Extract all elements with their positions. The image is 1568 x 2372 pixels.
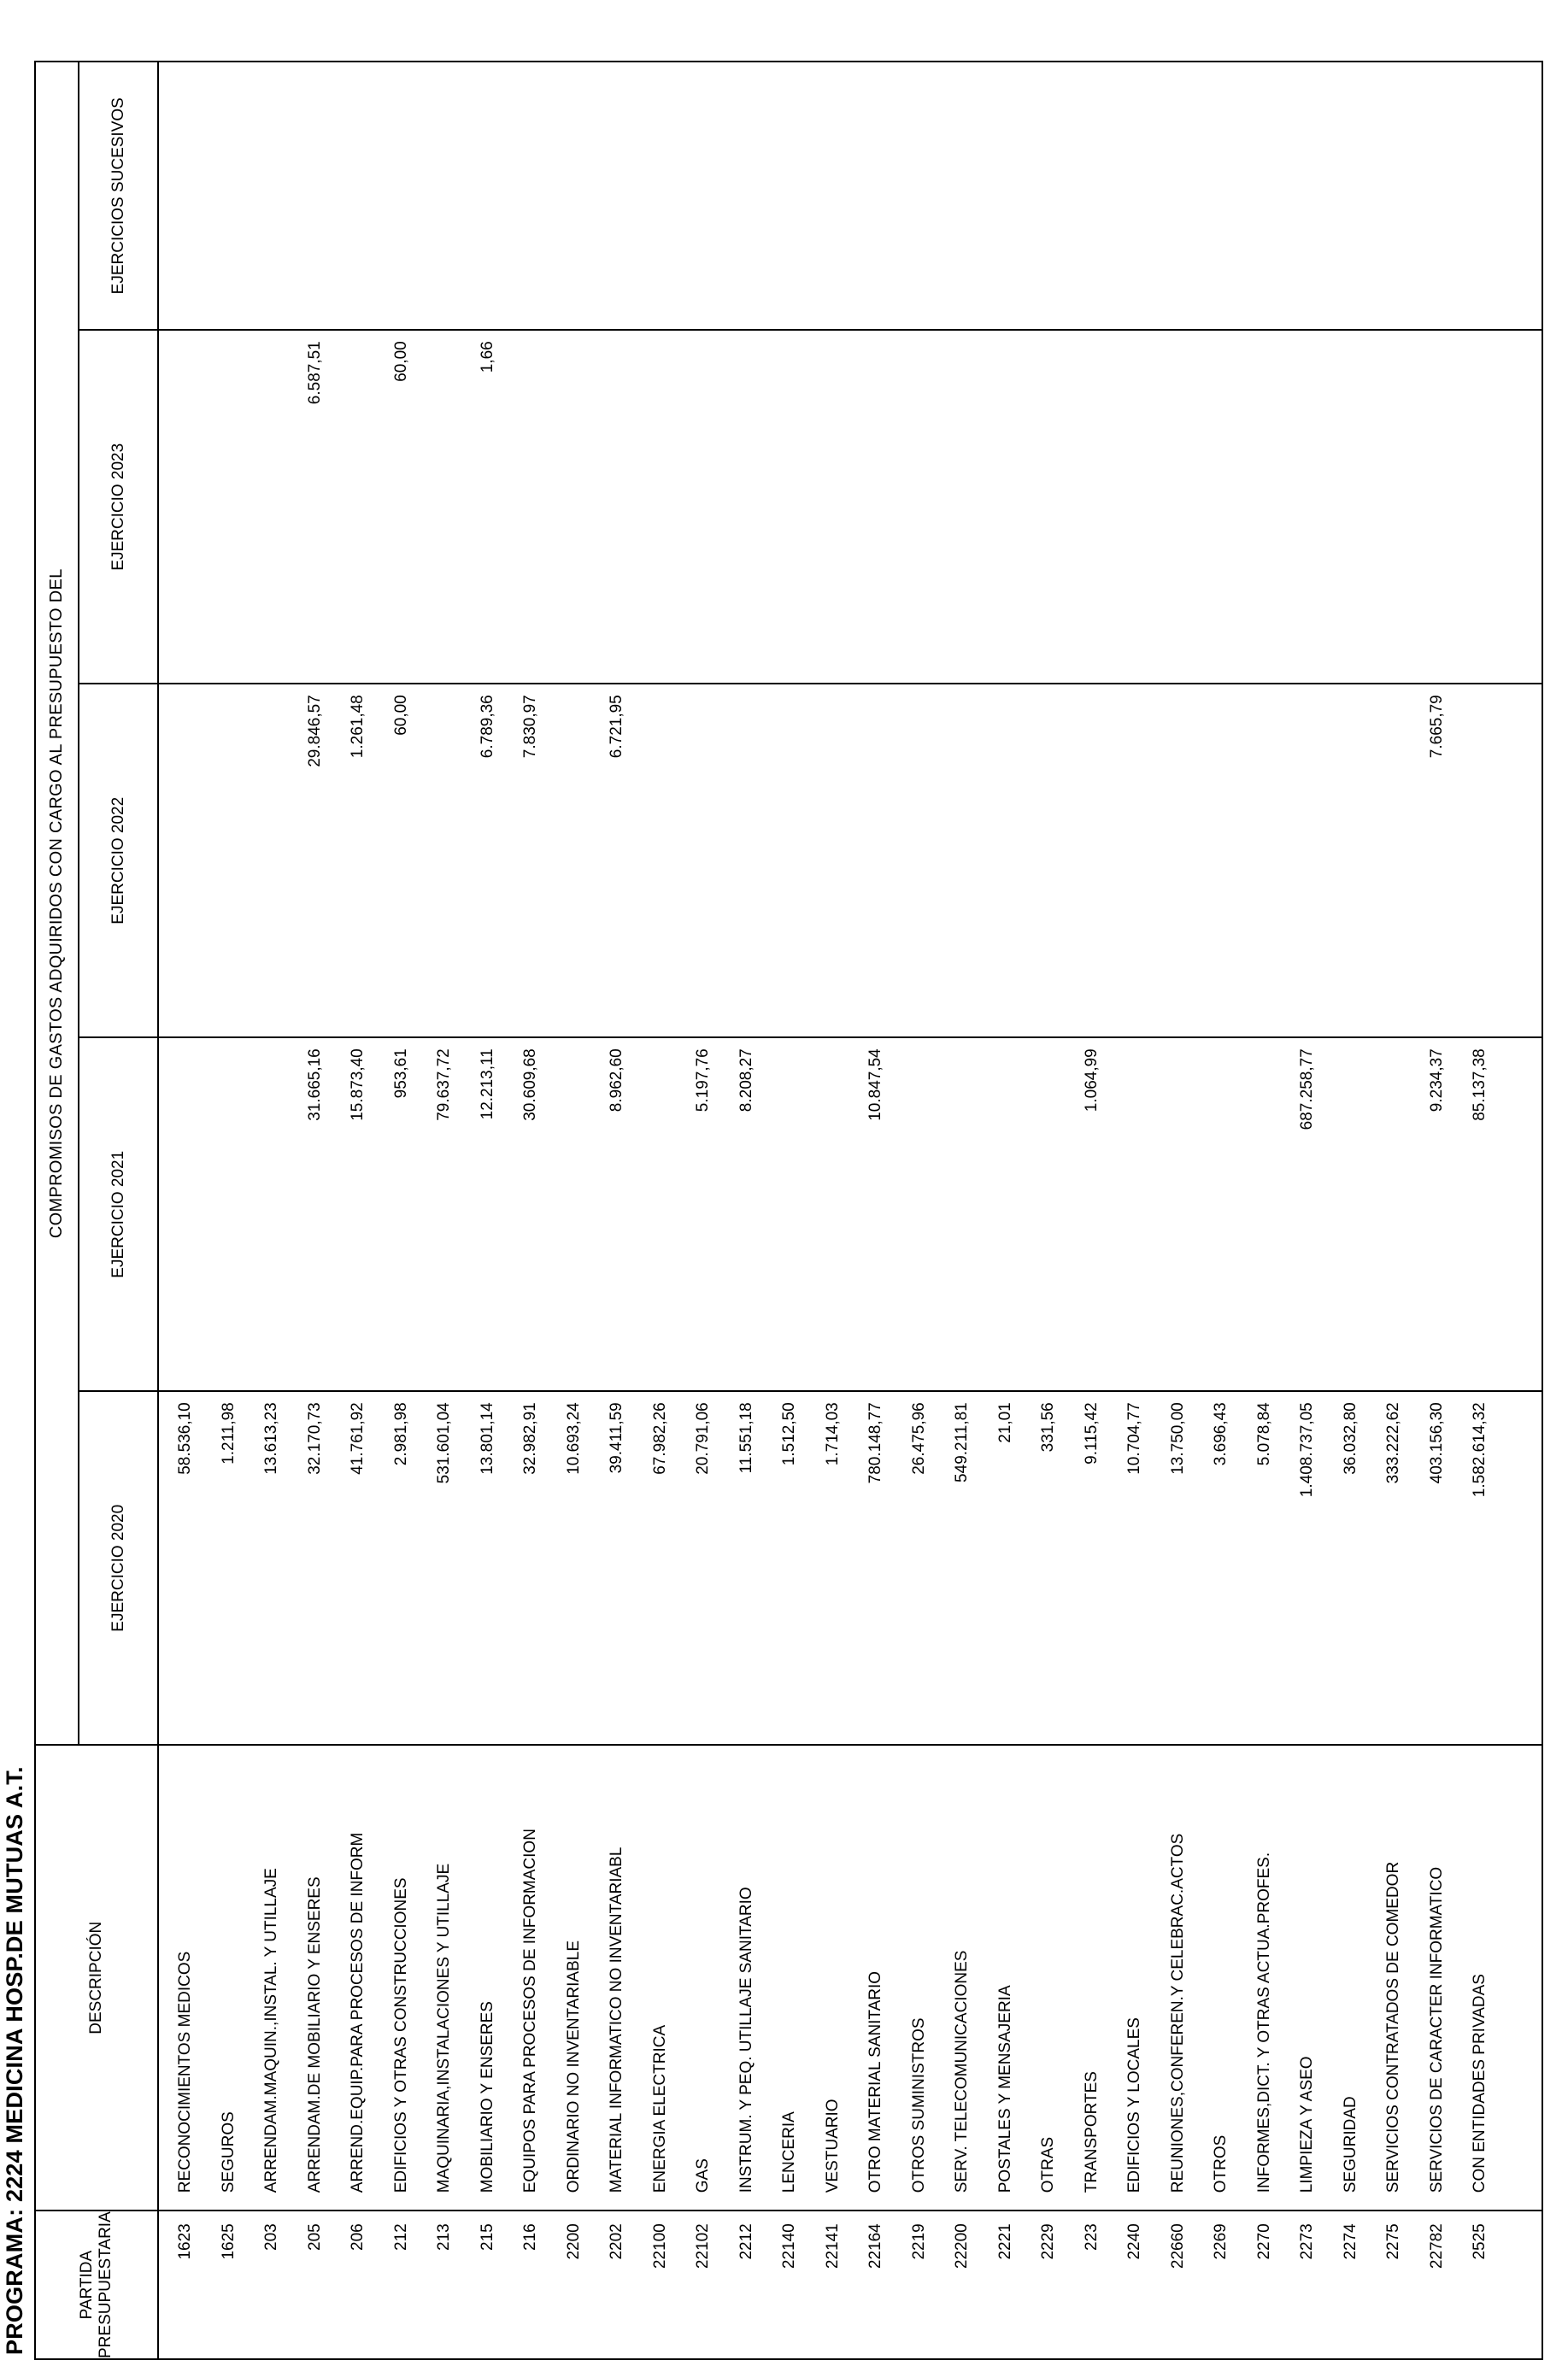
ejercicio-2022-cell <box>812 684 855 1036</box>
ejercicio-2023-cell <box>596 331 639 683</box>
ejercicios-sucesivos-cell <box>553 62 596 329</box>
ejercicio-2021-cell <box>768 1038 812 1390</box>
descripciones-cell: ORDINARIO NO INVENTARIABLE <box>564 1940 583 2193</box>
ejercicio-2022-cell: 6.721,95 <box>608 695 625 759</box>
ejercicio-2020-cell: 403.156,30 <box>1427 1402 1446 1484</box>
ejercicio-2021-cell: 1.064,99 <box>1082 1048 1101 1113</box>
partidas-cell: 203 <box>262 2223 280 2251</box>
partidas-cell: 22140 <box>780 2223 798 2269</box>
ejercicio-2022-cell <box>898 684 942 1036</box>
descripciones-cell: SERVICIOS CONTRATADOS DE COMEDOR <box>1384 1861 1402 2193</box>
descripciones-cell: INSTRUM. Y PEQ. UTILLAJE SANITARIO <box>737 1887 755 2193</box>
ejercicio-2021-cell <box>164 1038 208 1390</box>
ejercicio-2021-cell <box>250 1038 294 1390</box>
partidas-cell: 22100 <box>650 2223 669 2269</box>
ejercicios-sucesivos-cell <box>1071 62 1114 329</box>
ejercicio-2022-cell <box>1200 684 1243 1036</box>
ejercicio-2023-cell <box>1330 331 1373 683</box>
descripciones-cell: SEGUROS <box>219 2111 238 2193</box>
descripciones-cell: EDIFICIOS Y OTRAS CONSTRUCCIONES <box>391 1877 410 2193</box>
descripciones-cell: EQUIPOS PARA PROCESOS DE INFORMACION <box>521 1829 539 2193</box>
ejercicio-2020-cell: 67.982,26 <box>650 1402 669 1475</box>
ejercicio-2023-cell <box>1459 331 1502 683</box>
ejercicio-2021-cell: 10.847,54 <box>866 1048 884 1121</box>
header-descripcion: DESCRIPCIÓN <box>35 1745 158 2211</box>
ejercicio-2021-cell <box>1243 1038 1287 1390</box>
ejercicio-2021-cell: 12.213,11 <box>478 1048 496 1120</box>
ejercicio-2022-cell <box>423 684 467 1036</box>
ejercicio-2022-cell <box>682 684 725 1036</box>
descripciones-cell: OTROS SUMINISTROS <box>909 2017 928 2193</box>
ejercicio-2022-cell: 6.789,36 <box>478 695 496 759</box>
ejercicios-sucesivos-cell <box>596 62 639 329</box>
ejercicios-sucesivos-cell <box>294 62 338 329</box>
ejercicio-2022-cell <box>208 684 251 1036</box>
partidas-cell: 2275 <box>1384 2223 1402 2260</box>
ejercicios-sucesivos-cell <box>1372 62 1416 329</box>
ejercicio-2021-cell <box>208 1038 251 1390</box>
ejercicio-2020-cell: 333.222,62 <box>1384 1402 1402 1484</box>
ejercicio-2023-cell <box>768 331 812 683</box>
ejercicios-sucesivos-cell <box>164 62 208 329</box>
ejercicios-sucesivos-cell <box>1113 62 1157 329</box>
descripciones-cell: ARRENDAM.MAQUIN.,INSTAL. Y UTILLAJE <box>262 1868 280 2193</box>
ejercicios-sucesivos-cell <box>509 62 553 329</box>
ejercicio-2022-cell <box>639 684 683 1036</box>
program-title: PROGRAMA: 2224 MEDICINA HOSP.DE MUTUAS A.T. <box>2 1766 27 2355</box>
ejercicio-2020-cell: 20.791,06 <box>694 1402 712 1475</box>
ejercicio-2023-cell <box>984 331 1028 683</box>
column-partida <box>158 2211 1542 2359</box>
ejercicio-2021-cell: 8.208,27 <box>737 1048 755 1113</box>
column-descripcion <box>158 1745 1542 2211</box>
header-ejercicio-2022: EJERCICIO 2022 <box>79 684 158 1037</box>
partidas-cell: 2525 <box>1471 2223 1489 2260</box>
descripciones-cell: REUNIONES,CONFEREN.Y CELEBRAC.ACTOS <box>1168 1833 1187 2193</box>
ejercicio-2020-cell: 36.032,80 <box>1341 1402 1360 1475</box>
ejercicio-2020-cell: 331,56 <box>1039 1402 1057 1453</box>
ejercicios-sucesivos-cell <box>467 62 510 329</box>
partidas-cell: 2229 <box>1039 2223 1057 2260</box>
ejercicios-sucesivos-cell <box>1243 62 1287 329</box>
ejercicios-sucesivos-cell <box>1416 62 1459 329</box>
ejercicio-2020-cell: 11.551,18 <box>737 1402 755 1474</box>
descripciones-cell: TRANSPORTES <box>1082 2071 1101 2193</box>
ejercicio-2020-cell: 531.601,04 <box>435 1402 453 1484</box>
ejercicio-2023-cell <box>1243 331 1287 683</box>
ejercicios-sucesivos-cell <box>682 62 725 329</box>
ejercicio-2022-cell <box>1113 684 1157 1036</box>
ejercicio-2022-cell <box>941 684 984 1036</box>
ejercicio-2022-cell: 7.830,97 <box>521 695 539 759</box>
ejercicio-2022-cell <box>1372 684 1416 1036</box>
descripciones-cell: VESTUARIO <box>823 2099 842 2193</box>
descripciones-cell: GAS <box>694 2158 712 2193</box>
ejercicio-2021-cell <box>898 1038 942 1390</box>
ejercicio-2020-cell: 1.211,98 <box>219 1402 238 1465</box>
partidas-cell: 205 <box>305 2223 324 2251</box>
ejercicio-2021-cell: 30.609,68 <box>521 1048 539 1121</box>
partidas-cell: 22200 <box>953 2223 971 2269</box>
column-ejercicio-2020 <box>158 1391 1542 1745</box>
partidas-cell: 213 <box>435 2223 453 2251</box>
partidas-cell: 2270 <box>1254 2223 1273 2260</box>
partidas-cell: 206 <box>349 2223 367 2251</box>
ejercicio-2023-cell <box>208 331 251 683</box>
ejercicio-2020-cell: 1.408.737,05 <box>1298 1402 1316 1498</box>
ejercicio-2023-cell <box>164 331 208 683</box>
ejercicio-2020-cell: 1.714,03 <box>823 1402 842 1466</box>
partidas-cell: 215 <box>478 2223 496 2251</box>
descripciones-cell: MATERIAL INFORMATICO NO INVENTARIABL <box>608 1847 625 2193</box>
ejercicio-2021-cell <box>984 1038 1028 1390</box>
descripciones-cell: OTRO MATERIAL SANITARIO <box>866 1970 884 2193</box>
descripciones-cell: MAQUINARIA,INSTALACIONES Y UTILLAJE <box>435 1863 453 2193</box>
ejercicio-2023-cell <box>1113 331 1157 683</box>
partidas-cell: 1625 <box>219 2223 238 2260</box>
ejercicio-2021-cell <box>1200 1038 1243 1390</box>
ejercicio-2020-cell: 1.582.614,32 <box>1471 1402 1489 1498</box>
ejercicio-2022-cell: 29.846,57 <box>305 695 324 767</box>
ejercicio-2022-cell <box>725 684 769 1036</box>
header-partida: PARTIDA PRESUPUESTARIA <box>35 2211 158 2359</box>
descripciones-cell: SERV. TELECOMUNICACIONES <box>953 1950 971 2193</box>
header-group-compromisos: COMPROMISOS DE GASTOS ADQUIRIDOS CON CARGO AL PRESUPUESTO DEL <box>35 62 79 1745</box>
partidas-cell: 2274 <box>1341 2223 1360 2260</box>
ejercicio-2020-cell: 3.696,43 <box>1212 1402 1230 1466</box>
ejercicio-2022-cell <box>1330 684 1373 1036</box>
header-ejercicios-sucesivos: EJERCICIOS SUCESIVOS <box>79 62 158 330</box>
ejercicio-2022-cell <box>1243 684 1287 1036</box>
ejercicio-2023-cell <box>898 331 942 683</box>
ejercicio-2023-cell <box>941 331 984 683</box>
ejercicio-2023-cell <box>337 331 380 683</box>
ejercicio-2021-cell: 85.137,38 <box>1471 1048 1489 1121</box>
partidas-cell: 2202 <box>608 2223 625 2260</box>
ejercicios-sucesivos-cell <box>812 62 855 329</box>
descripciones-cell: POSTALES Y MENSAJERIA <box>995 1985 1014 2193</box>
ejercicio-2022-cell <box>1286 684 1330 1036</box>
partidas-cell: 1623 <box>176 2223 194 2260</box>
ejercicios-sucesivos-cell <box>1330 62 1373 329</box>
descripciones-cell: ENERGIA ELECTRICA <box>650 2024 669 2193</box>
descripciones-cell: MOBILIARIO Y ENSERES <box>478 2001 496 2193</box>
ejercicio-2020-cell: 41.761,92 <box>349 1402 367 1475</box>
ejercicios-sucesivos-cell <box>337 62 380 329</box>
partidas-cell: 2273 <box>1298 2223 1316 2260</box>
ejercicios-sucesivos-cell <box>208 62 251 329</box>
ejercicios-sucesivos-cell <box>1027 62 1071 329</box>
partidas-cell: 2212 <box>737 2223 755 2260</box>
ejercicio-2020-cell: 39.411,59 <box>608 1402 625 1474</box>
ejercicio-2021-cell <box>1372 1038 1416 1390</box>
ejercicio-2022-cell <box>250 684 294 1036</box>
partidas-cell: 223 <box>1082 2223 1101 2251</box>
ejercicios-sucesivos-cell <box>1459 62 1502 329</box>
ejercicios-sucesivos-cell <box>423 62 467 329</box>
partidas-cell: 2219 <box>909 2223 928 2260</box>
ejercicio-2020-cell: 780.148,77 <box>866 1402 884 1484</box>
ejercicio-2023-cell <box>1200 331 1243 683</box>
ejercicio-2020-cell: 58.536,10 <box>176 1402 194 1475</box>
ejercicio-2021-cell: 31.665,16 <box>305 1048 324 1121</box>
descripciones-cell: ARRENDAM.DE MOBILIARIO Y ENSERES <box>305 1876 324 2193</box>
descripciones-cell: ARREND.EQUIP.PARA PROCESOS DE INFORM <box>349 1832 367 2193</box>
ejercicio-2020-cell: 2.981,98 <box>391 1402 410 1466</box>
ejercicio-2023-cell <box>553 331 596 683</box>
ejercicio-2022-cell: 60,00 <box>391 695 410 736</box>
ejercicios-sucesivos-cell <box>250 62 294 329</box>
ejercicio-2023-cell <box>509 331 553 683</box>
partidas-cell: 2240 <box>1125 2223 1143 2260</box>
column-ejercicio-2023 <box>158 330 1542 684</box>
ejercicio-2021-cell <box>812 1038 855 1390</box>
descripciones-cell: EDIFICIOS Y LOCALES <box>1125 2017 1143 2193</box>
ejercicios-sucesivos-cell <box>941 62 984 329</box>
ejercicio-2021-cell <box>1330 1038 1373 1390</box>
ejercicio-2021-cell: 5.197,76 <box>694 1048 712 1113</box>
ejercicio-2021-cell: 79.637,72 <box>435 1048 453 1121</box>
ejercicios-sucesivos-cell <box>898 62 942 329</box>
partidas-cell: 2200 <box>564 2223 583 2260</box>
ejercicio-2022-cell <box>984 684 1028 1036</box>
ejercicio-2021-cell <box>1027 1038 1071 1390</box>
ejercicio-2020-cell: 549.211,81 <box>953 1402 971 1482</box>
ejercicio-2023-cell <box>725 331 769 683</box>
ejercicio-2023-cell <box>1071 331 1114 683</box>
ejercicio-2022-cell <box>1027 684 1071 1036</box>
ejercicios-sucesivos-cell <box>854 62 898 329</box>
partidas-cell: 22660 <box>1168 2223 1187 2269</box>
ejercicio-2023-cell: 60,00 <box>391 341 410 382</box>
ejercicio-2023-cell <box>1372 331 1416 683</box>
ejercicio-2020-cell: 10.704,77 <box>1125 1402 1143 1475</box>
ejercicio-2022-cell <box>553 684 596 1036</box>
header-ejercicio-2021: EJERCICIO 2021 <box>79 1037 158 1391</box>
ejercicio-2020-cell: 1.512,50 <box>780 1402 798 1466</box>
partidas-cell: 2221 <box>995 2223 1014 2260</box>
ejercicio-2020-cell: 32.982,91 <box>521 1402 539 1475</box>
ejercicio-2020-cell: 26.475,96 <box>909 1402 928 1475</box>
ejercicio-2023-cell <box>682 331 725 683</box>
column-ejercicios-sucesivos <box>158 62 1542 330</box>
ejercicios-sucesivos-cell <box>725 62 769 329</box>
ejercicio-2023-cell: 6.587,51 <box>305 341 324 405</box>
descripciones-cell: LENCERIA <box>780 2111 798 2193</box>
ejercicios-sucesivos-cell <box>1157 62 1201 329</box>
ejercicio-2022-cell <box>1157 684 1201 1036</box>
ejercicio-2021-cell: 15.873,40 <box>349 1048 367 1121</box>
ejercicio-2020-cell: 5.078,84 <box>1254 1402 1273 1466</box>
column-ejercicio-2021 <box>158 1037 1542 1391</box>
ejercicio-2021-cell <box>1113 1038 1157 1390</box>
partidas-cell: 22102 <box>694 2223 712 2269</box>
ejercicio-2021-cell: 953,61 <box>391 1048 410 1099</box>
ejercicios-sucesivos-cell <box>380 62 424 329</box>
partidas-cell: 2269 <box>1212 2223 1230 2260</box>
ejercicio-2022-cell <box>1071 684 1114 1036</box>
descripciones-cell: SERVICIOS DE CARACTER INFORMATICO <box>1427 1866 1446 2193</box>
descripciones-cell: CON ENTIDADES PRIVADAS <box>1471 1974 1489 2193</box>
ejercicios-sucesivos-cell <box>1286 62 1330 329</box>
header-ejercicio-2020: EJERCICIO 2020 <box>79 1391 158 1745</box>
ejercicio-2022-cell <box>164 684 208 1036</box>
ejercicio-2023-cell <box>1416 331 1459 683</box>
ejercicio-2023-cell <box>812 331 855 683</box>
ejercicio-2020-cell: 13.801,14 <box>478 1402 496 1475</box>
ejercicio-2020-cell: 13.613,23 <box>262 1402 280 1475</box>
ejercicio-2022-cell <box>1459 684 1502 1036</box>
ejercicio-2020-cell: 21,01 <box>995 1402 1014 1443</box>
ejercicio-2022-cell: 7.665,79 <box>1427 695 1446 759</box>
ejercicios-sucesivos-cell <box>768 62 812 329</box>
partidas-cell: 22782 <box>1427 2223 1446 2269</box>
ejercicio-2023-cell <box>854 331 898 683</box>
ejercicio-2020-cell: 32.170,73 <box>305 1402 324 1475</box>
ejercicios-sucesivos-cell <box>984 62 1028 329</box>
column-ejercicio-2022 <box>158 684 1542 1037</box>
ejercicio-2023-cell: 1,66 <box>478 341 496 373</box>
ejercicio-2021-cell <box>553 1038 596 1390</box>
ejercicios-sucesivos-cell <box>639 62 683 329</box>
ejercicio-2021-cell: 9.234,37 <box>1427 1048 1446 1113</box>
ejercicio-2023-cell <box>423 331 467 683</box>
ejercicio-2022-cell <box>854 684 898 1036</box>
ejercicio-2022-cell <box>768 684 812 1036</box>
descripciones-cell: RECONOCIMIENTOS MEDICOS <box>176 1951 194 2193</box>
descripciones-cell: OTROS <box>1212 2134 1230 2193</box>
partidas-cell: 212 <box>391 2223 410 2251</box>
ejercicio-2020-cell: 13.750,00 <box>1168 1402 1187 1475</box>
ejercicio-2020-cell: 10.693,24 <box>564 1402 583 1475</box>
ejercicio-2021-cell <box>639 1038 683 1390</box>
ejercicio-2021-cell <box>941 1038 984 1390</box>
descripciones-cell: SEGURIDAD <box>1341 2096 1360 2193</box>
ejercicio-2023-cell <box>250 331 294 683</box>
ejercicios-sucesivos-cell <box>1200 62 1243 329</box>
partidas-cell: 22164 <box>866 2223 884 2269</box>
ejercicio-2020-cell: 9.115,42 <box>1082 1402 1101 1465</box>
partidas-cell: 216 <box>521 2223 539 2251</box>
partidas-cell: 22141 <box>823 2223 842 2269</box>
commitments-table <box>34 61 1543 2360</box>
ejercicio-2021-cell: 8.962,60 <box>608 1048 625 1113</box>
ejercicio-2022-cell: 1.261,48 <box>349 695 367 759</box>
ejercicio-2021-cell: 687.258,77 <box>1298 1048 1316 1130</box>
descripciones-cell: OTRAS <box>1039 2136 1057 2193</box>
descripciones-cell: LIMPIEZA Y ASEO <box>1298 2056 1316 2193</box>
ejercicio-2023-cell <box>1286 331 1330 683</box>
descripciones-cell: INFORMES,DICT. Y OTRAS ACTUA.PROFES. <box>1254 1852 1273 2193</box>
header-ejercicio-2023: EJERCICIO 2023 <box>79 330 158 684</box>
ejercicio-2023-cell <box>1027 331 1071 683</box>
ejercicio-2023-cell <box>1157 331 1201 683</box>
ejercicio-2021-cell <box>1157 1038 1201 1390</box>
ejercicio-2023-cell <box>639 331 683 683</box>
